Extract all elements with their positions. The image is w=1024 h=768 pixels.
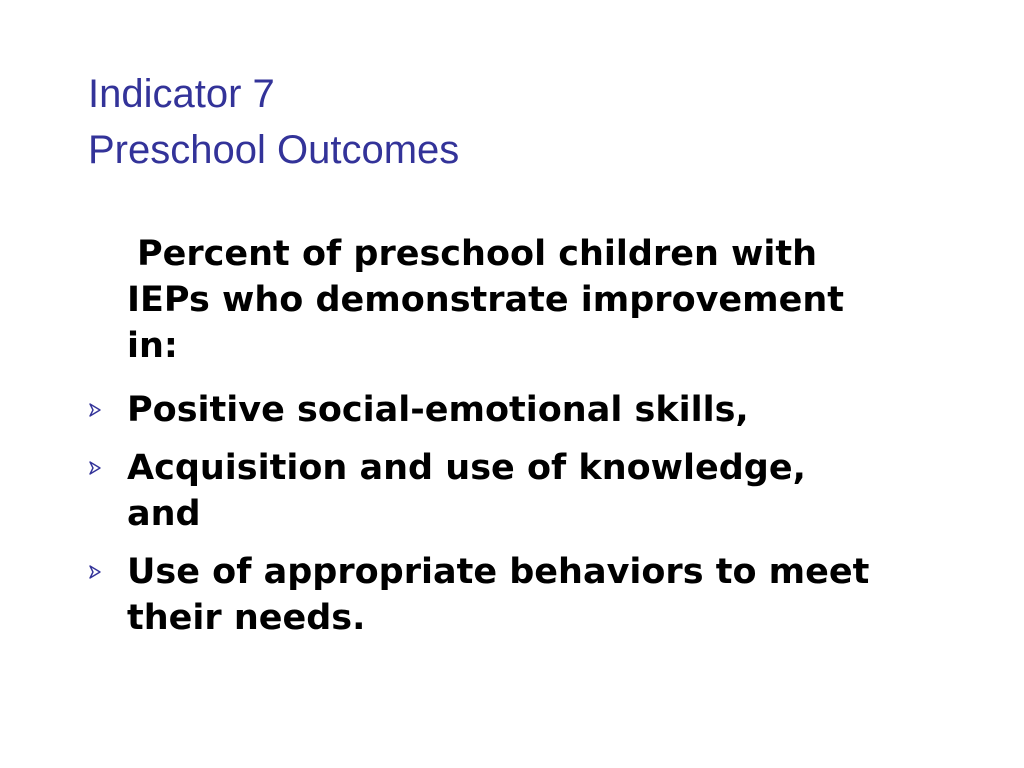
bullet-3-line-1: Use of appropriate behaviors to meet (127, 552, 870, 592)
bullet-2-line-2: and (127, 494, 201, 534)
bullet-item-behaviors (0, 549, 1024, 641)
intro-line-1: Percent of preschool children with (137, 234, 818, 274)
title-line-1: Indicator 7 (88, 72, 275, 116)
bullet-list (0, 387, 1024, 653)
bullet-1-line-1: Positive social-emotional skills, (127, 390, 749, 430)
arrowhead-bullet-icon (89, 461, 101, 475)
arrowhead-bullet-icon (89, 403, 101, 417)
bullet-item-knowledge (0, 445, 1024, 537)
title-line-2: Preschool Outcomes (88, 128, 460, 172)
bullet-3-line-2: their needs. (127, 598, 366, 638)
intro-line-2: IEPs who demonstrate improvement (127, 280, 845, 320)
bullet-2-line-1: Acquisition and use of knowledge, (127, 448, 806, 488)
bullet-item-social-emotional (0, 387, 1024, 433)
arrowhead-bullet-icon (89, 565, 101, 579)
slide-title (88, 66, 968, 178)
intro-paragraph (127, 231, 987, 369)
intro-line-3: in: (127, 326, 178, 366)
